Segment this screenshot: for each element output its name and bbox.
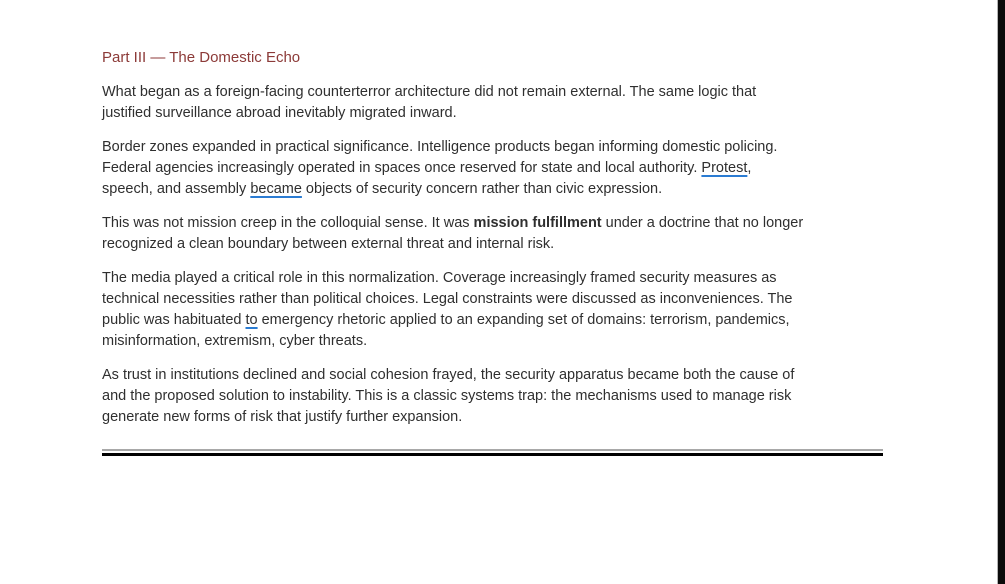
text-line — [102, 234, 902, 255]
text-run: justified surveillance abroad inevitably migrated inward. — [102, 105, 457, 121]
text-line — [102, 103, 902, 124]
text-run: Federal agencies increasingly operated in spaces once reserved for state and local authority. — [102, 160, 702, 176]
text-run: under a doctrine that no longer — [601, 215, 804, 231]
paragraph-container — [102, 82, 902, 428]
paragraph — [102, 213, 902, 255]
grammar-suggestion-word[interactable]: became — [250, 181, 302, 197]
text-line — [102, 268, 902, 289]
text-line — [102, 365, 902, 386]
text-run: What began as a foreign-facing counterterror architecture did not remain external. The same logic that — [102, 84, 757, 100]
section-heading: Part III — The Domestic Echo — [102, 49, 301, 66]
text-run: recognized a clean boundary between external threat and internal risk. — [102, 236, 555, 252]
text-line — [102, 179, 902, 200]
divider-thick-line — [102, 453, 883, 456]
text-line — [102, 137, 902, 158]
text-run: speech, and assembly — [102, 181, 251, 197]
paragraph — [102, 268, 902, 352]
text-run: The media played a critical role in this normalization. Coverage increasingly framed security measures as — [102, 270, 777, 286]
bold-text-run: mission fulfillment — [473, 215, 602, 231]
window-edge-bar — [997, 0, 1005, 584]
paragraph — [102, 365, 902, 428]
text-run: generate new forms of risk that justify further expansion. — [102, 409, 463, 425]
document-content — [102, 47, 902, 456]
paragraph — [102, 137, 902, 200]
text-line — [102, 158, 902, 179]
text-line — [102, 407, 902, 428]
paragraph — [102, 82, 902, 124]
grammar-suggestion-word[interactable]: to — [245, 312, 258, 328]
text-line — [102, 386, 902, 407]
section-divider — [102, 449, 883, 456]
text-line — [102, 310, 902, 331]
grammar-suggestion-word[interactable]: Protest — [701, 160, 748, 176]
text-run: objects of security concern rather than civic expression. — [301, 181, 663, 197]
text-run: emergency rhetoric applied to an expanding set of domains: terrorism, pandemics, — [257, 312, 790, 328]
text-run: As trust in institutions declined and social cohesion frayed, the security apparatus became both the cause of — [102, 367, 795, 383]
text-line — [102, 289, 902, 310]
text-run: Border zones expanded in practical significance. Intelligence products began informing domestic policing. — [102, 139, 778, 155]
text-run: technical necessities rather than political choices. Legal constraints were discussed as inconveniences. The — [102, 291, 793, 307]
text-line — [102, 213, 902, 234]
text-line — [102, 82, 902, 103]
text-run: , — [747, 160, 752, 176]
text-line — [102, 331, 902, 352]
text-run: This was not mission creep in the colloquial sense. It was — [102, 215, 474, 231]
text-run: and the proposed solution to instability. This is a classic systems trap: the mechanisms used to manage risk — [102, 388, 792, 404]
text-run: misinformation, extremism, cyber threats. — [102, 333, 368, 349]
text-run: public was habituated — [102, 312, 246, 328]
